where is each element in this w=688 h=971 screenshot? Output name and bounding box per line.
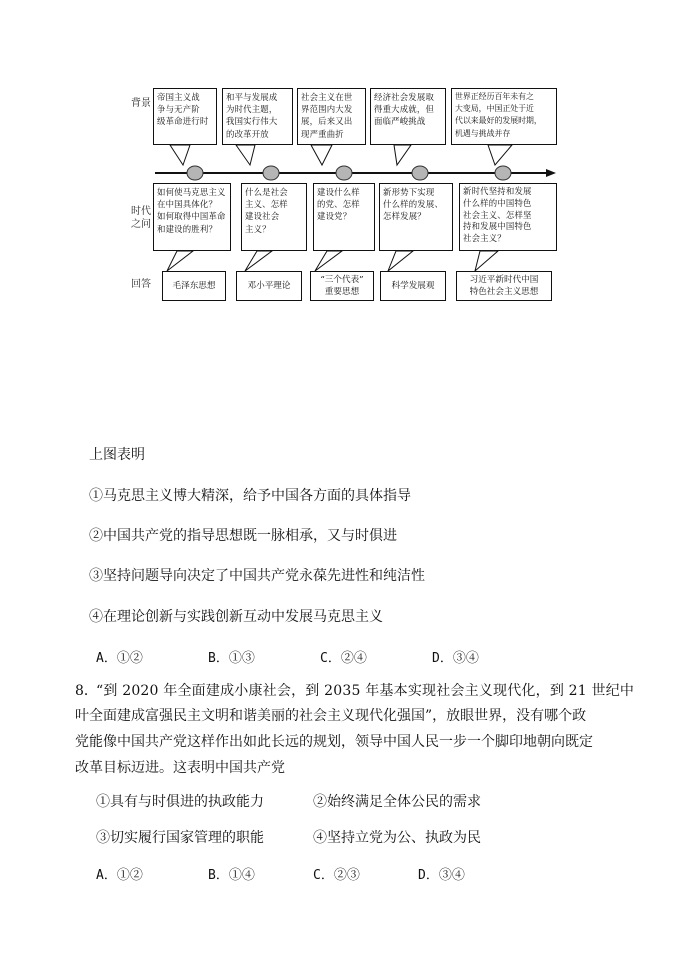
question-box-5-line: 新时代坚持和发展 (463, 186, 532, 196)
q8-option-a[interactable]: A．①② (96, 868, 143, 883)
q8-statement-1: ①具有与时俱进的执政能力 (96, 794, 264, 810)
question-box-1-line: 如何使马克思主义 (157, 187, 226, 197)
background-box-4-line: 经济社会发展取 (374, 92, 435, 102)
q7-option-b[interactable]: B．①③ (208, 651, 255, 666)
question-box-3 (313, 183, 375, 251)
background-box-5 (451, 88, 557, 145)
timeline-node-1 (187, 166, 203, 180)
q7-stem: 上图表明 (89, 447, 145, 463)
q8-statement-2: ②始终满足全体公民的需求 (313, 794, 481, 810)
background-box-3-text (301, 91, 362, 140)
background-box-1-pointer (170, 145, 190, 165)
background-box-4-pointer (394, 145, 411, 165)
question-box-2 (241, 183, 307, 251)
background-box-2-pointer (236, 145, 255, 165)
q7-statement-3: ③坚持问题导向决定了中国共产党永葆先进性和纯洁性 (89, 568, 425, 584)
question-box-3-text (317, 186, 371, 223)
answer-box-2-line: 邓小平理论 (247, 281, 291, 291)
question-box-2-line: 建设社会 (245, 211, 280, 222)
question-box-4-line: 新形势下实现 (383, 187, 435, 197)
q8-option-c[interactable]: C．②③ (313, 868, 360, 883)
question-box-1-text (157, 186, 227, 235)
background-box-5-line: 机遇与挑战并存 (455, 128, 511, 138)
answer-box-4 (380, 271, 446, 301)
background-box-2-line: 我国实行伟大 (226, 116, 278, 127)
timeline-node-2 (263, 166, 279, 180)
q7-statement-2: ②中国共产党的指导思想既一脉相承，又与时俱进 (89, 528, 397, 544)
question-box-1-line: 和建设的胜利？ (157, 223, 218, 234)
q8-statement-3: ③切实履行国家管理的职能 (96, 830, 264, 846)
answer-box-5-line: 特色社会主义思想 (469, 287, 539, 297)
background-box-1-line: 级革命进行时 (157, 116, 209, 127)
question-box-3-pointer (315, 251, 342, 271)
timeline-diagram (0, 0, 688, 320)
question-box-5-line: 什么样的中国特色 (463, 197, 532, 208)
timeline-node-5 (495, 166, 511, 180)
background-box-5-pointer (488, 145, 512, 165)
background-box-2-line: 为时代主题， (226, 104, 278, 115)
background-box-4-text (374, 91, 442, 128)
row-label-answer: 回答 (131, 279, 151, 290)
q8-stem-line-3: 党能像中国共产党这样作出如此长远的规划，领导中国人民一步一个脚印地朝向既定 (75, 734, 593, 750)
background-box-1-text (157, 91, 213, 128)
q7-statement-1: ①马克思主义博大精深，给予中国各方面的具体指导 (89, 488, 411, 504)
q7-option-c[interactable]: C．②④ (320, 651, 367, 666)
question-box-4-line: 什么样的发展、 (383, 199, 444, 210)
row-label-era-line2: 之问 (131, 219, 151, 230)
background-box-2-line: 和平与发展成 (226, 92, 278, 102)
background-box-2-text (226, 91, 289, 140)
background-box-3-line: 社会主义在世 (301, 92, 353, 102)
question-box-2-pointer (245, 251, 272, 271)
background-box-3-line: 现严重曲折 (301, 128, 344, 139)
answer-box-2 (236, 271, 302, 301)
question-box-4 (379, 183, 453, 251)
answer-box-2-text (248, 280, 291, 292)
question-box-5-line: 社会主义？ (463, 233, 506, 244)
answer-box-5-line: 习近平新时代中国 (469, 275, 539, 285)
question-box-2-line: 主义、怎样 (245, 199, 288, 210)
question-box-5 (459, 183, 557, 251)
background-box-4-line: 得重大成就，但 (374, 104, 435, 115)
question-box-1-line: 如何取得中国革命 (157, 211, 226, 222)
question-box-4-pointer (388, 251, 413, 271)
q8-stem-line-4: 改革目标迈进。这表明中国共产党 (75, 760, 285, 776)
background-box-5-line: 大变局，中国正处于近 (455, 104, 534, 114)
q8-option-b[interactable]: B．①④ (208, 868, 255, 883)
timeline-node-3 (336, 166, 352, 180)
question-box-3-line: 的党、怎样 (317, 199, 360, 210)
background-box-4-line: 面临严峻挑战 (374, 116, 426, 127)
answer-box-3-line: 重要思想 (324, 287, 360, 297)
row-label-era-line1: 时代 (131, 206, 151, 217)
q7-option-a[interactable]: A．①② (96, 651, 143, 666)
question-box-5-text (463, 186, 553, 245)
background-box-5-line: 代以来最好的发展时期， (455, 116, 542, 126)
q8-option-d[interactable]: D．③④ (418, 868, 465, 883)
background-box-5-line: 世界正经历百年未有之 (455, 92, 534, 101)
question-box-4-line: 怎样发展？ (383, 211, 426, 222)
answer-box-1-line: 毛泽东思想 (172, 281, 216, 291)
background-box-5-text (455, 91, 553, 140)
answer-box-1 (162, 271, 226, 301)
question-box-3-line: 建设什么样 (317, 187, 360, 197)
timeline-arrow (546, 169, 556, 177)
row-label-background: 背景 (131, 98, 151, 109)
background-box-1 (153, 88, 217, 145)
question-box-4-text (383, 186, 449, 223)
q8-statement-4: ④坚持立党为公、执政为民 (313, 830, 481, 846)
background-box-2 (222, 88, 293, 145)
answer-box-1-text (173, 280, 216, 292)
q8-stem-line-2: 叶全面建成富强民主文明和谐美丽的社会主义现代化强国”，放眼世界，没有哪个政 (75, 708, 587, 724)
answer-box-3-text (320, 274, 363, 298)
background-box-3 (297, 88, 366, 145)
question-box-2-line: 什么是社会 (245, 187, 288, 197)
q7-statement-4: ④在理论创新与实践创新互动中发展马克思主义 (89, 609, 383, 625)
q8-stem-line-1: “到 2020 年全面建成小康社会，到 2035 年基本实现社会主义现代化，到 21 世纪中 (96, 683, 635, 699)
answer-box-3-line: “三个代表” (320, 275, 364, 285)
question-box-2-line: 主义？ (245, 223, 271, 234)
answer-box-4-text (392, 280, 435, 292)
question-box-5-pointer (475, 251, 498, 271)
question-box-5-line: 持和发展中国特色 (463, 221, 532, 232)
background-box-1-line: 争与无产阶 (157, 104, 200, 115)
background-box-3-pointer (311, 145, 332, 165)
q8-number: 8． (75, 683, 98, 699)
background-box-3-line: 展，后来又出 (301, 116, 353, 127)
background-box-1-line: 帝国主义战 (157, 92, 200, 102)
question-box-2-text (245, 186, 303, 235)
answer-box-4-line: 科学发展观 (391, 281, 435, 291)
question-box-1-line: 在中国具体化？ (157, 199, 218, 210)
answer-box-3 (310, 271, 374, 301)
background-box-3-line: 界范围内大发 (301, 104, 353, 115)
background-box-4 (370, 88, 446, 145)
question-box-5-line: 社会主义、怎样坚 (463, 209, 532, 220)
answer-box-5-text (470, 274, 539, 298)
background-box-2-line: 的改革开放 (226, 128, 269, 139)
question-box-1 (153, 183, 231, 251)
answer-box-5 (456, 271, 552, 301)
timeline-node-4 (412, 166, 428, 180)
question-box-1-pointer (167, 251, 193, 271)
q7-option-d[interactable]: D．③④ (432, 651, 479, 666)
question-box-3-line: 建设党？ (317, 211, 352, 222)
